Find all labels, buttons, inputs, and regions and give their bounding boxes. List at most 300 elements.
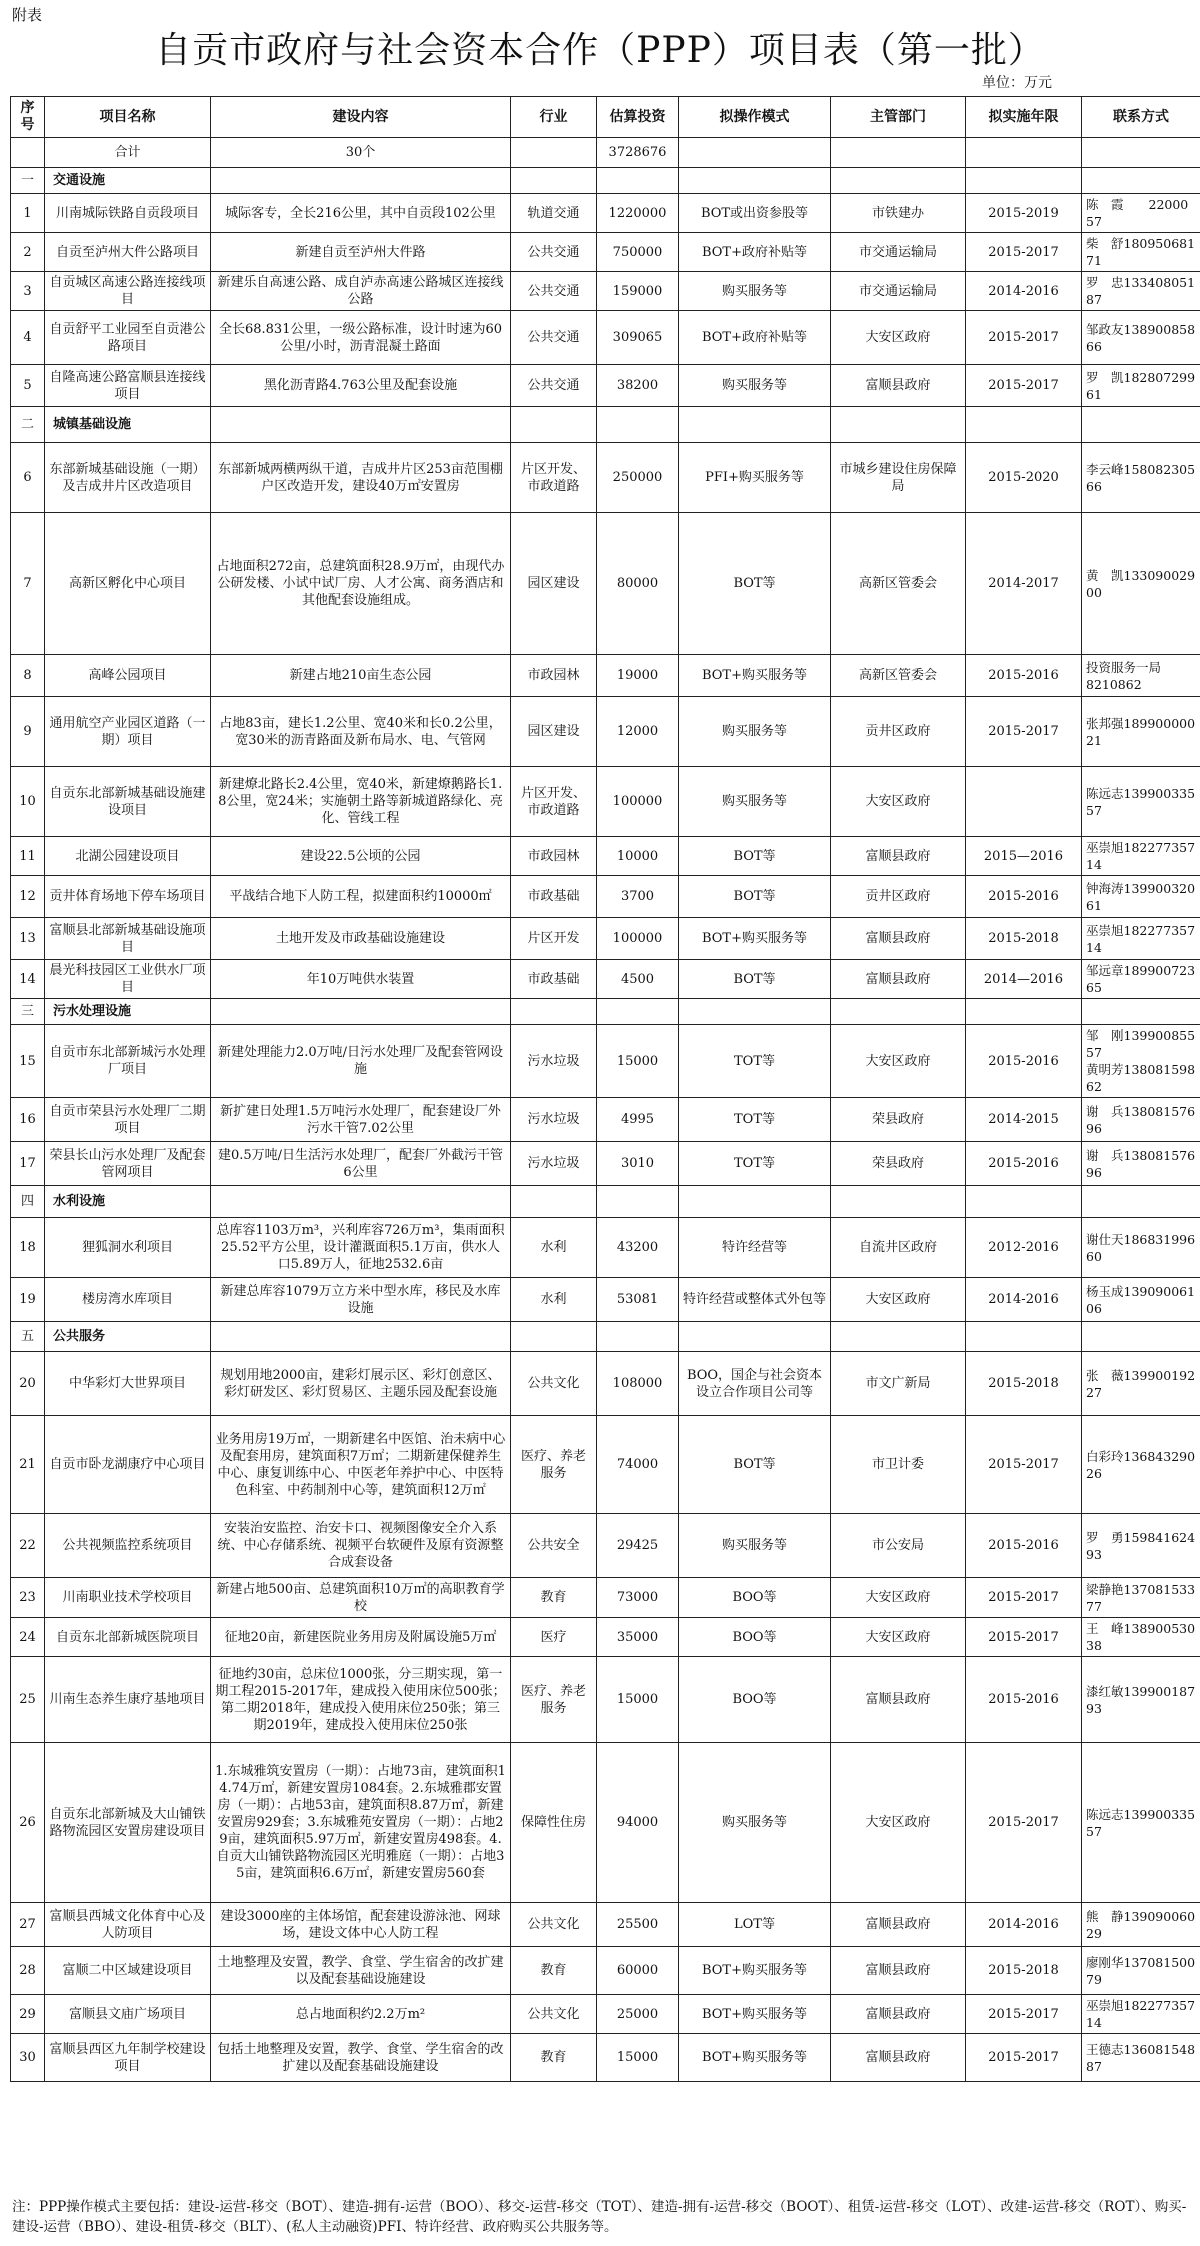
cell-investment: 108000 [597, 1352, 679, 1416]
cell-dept: 荣县政府 [831, 1142, 966, 1186]
cell-no: 8 [11, 655, 45, 697]
empty-cell [831, 1186, 966, 1218]
col-header-contact: 联系方式 [1082, 97, 1200, 138]
empty-cell [966, 999, 1082, 1025]
cell-period: 2012-2016 [966, 1218, 1082, 1278]
cell-contact: 王 峰13890053038 [1082, 1618, 1200, 1657]
cell-mode: TOT等 [679, 1098, 831, 1142]
cell-period: 2015-2017 [966, 1995, 1082, 2034]
cell-industry: 市政基础 [511, 876, 597, 918]
cell-no: 14 [11, 960, 45, 999]
cell-investment: 73000 [597, 1578, 679, 1618]
cell-mode: LOT等 [679, 1903, 831, 1947]
cell-industry: 公共文化 [511, 1995, 597, 2034]
cell-dept: 贡井区政府 [831, 876, 966, 918]
cell-content: 安装治安监控、治安卡口、视频图像安全介入系统、中心存储系统、视频平台软硬件及原有资源整合成套设备 [211, 1514, 511, 1578]
cell-project-name: 自贡城区高速公路连接线项目 [45, 272, 211, 311]
cell-no: 20 [11, 1352, 45, 1416]
cell-industry: 市政基础 [511, 960, 597, 999]
cell-no: 21 [11, 1416, 45, 1514]
empty-cell [831, 999, 966, 1025]
cell-dept: 富顺县政府 [831, 837, 966, 876]
cell-project-name: 中华彩灯大世界项目 [45, 1352, 211, 1416]
empty-cell [1082, 1322, 1200, 1352]
col-header-mode: 拟操作模式 [679, 97, 831, 138]
empty-cell [211, 1186, 511, 1218]
col-header-name: 项目名称 [45, 97, 211, 138]
cell-dept: 自流井区政府 [831, 1218, 966, 1278]
cell-mode: 购买服务等 [679, 365, 831, 407]
cell-content: 新建占地500亩、总建筑面积10万㎡的高职教育学校 [211, 1578, 511, 1618]
cell-content: 全长68.831公里，一级公路标准，设计时速为60公里/小时，沥青混凝土路面 [211, 311, 511, 365]
table-row [11, 365, 1200, 407]
cell-no: 16 [11, 1098, 45, 1142]
cell-contact: 梁静艳13708153377 [1082, 1578, 1200, 1618]
cell-mode: TOT等 [679, 1025, 831, 1098]
footnote: 注：PPP操作模式主要包括：建设-运营-移交（BOT）、建造-拥有-运营（BOO）、移交-运营-移交（TOT）、建造-拥有-运营-移交（BOOT）、租赁-运营-移交（LOT）、改建-运营-移交（ROT）、购买-建设-运营（BBO）、建设-租赁-移交（BLT）、(私人主动融资)PFI、特许经营、政府购买公共服务等。 [12, 2199, 1187, 2235]
table-row [11, 2034, 1200, 2082]
cell-mode: TOT等 [679, 1142, 831, 1186]
table-row [11, 1218, 1200, 1278]
cell-industry: 医疗、养老服务 [511, 1657, 597, 1743]
table-row [11, 960, 1200, 999]
cell-period: 2014-2016 [966, 272, 1082, 311]
section-no: 五 [11, 1322, 45, 1352]
cell-dept: 大安区政府 [831, 1618, 966, 1657]
cell-content: 建设22.5公顷的公园 [211, 837, 511, 876]
cell-contact: 罗 忠13340805187 [1082, 272, 1200, 311]
total-dept [831, 138, 966, 168]
cell-project-name: 富顺县北部新城基础设施项目 [45, 918, 211, 960]
cell-period: 2015-2017 [966, 233, 1082, 272]
cell-dept: 市交通运输局 [831, 272, 966, 311]
cell-industry: 水利 [511, 1278, 597, 1322]
cell-mode: BOO等 [679, 1657, 831, 1743]
cell-content: 新建占地210亩生态公园 [211, 655, 511, 697]
cell-industry: 污水垃圾 [511, 1142, 597, 1186]
cell-investment: 53081 [597, 1278, 679, 1322]
cell-investment: 74000 [597, 1416, 679, 1514]
cell-project-name: 狸狐洞水利项目 [45, 1218, 211, 1278]
cell-contact: 王德志13608154887 [1082, 2034, 1200, 2082]
cell-industry: 公共交通 [511, 272, 597, 311]
cell-no: 22 [11, 1514, 45, 1578]
cell-project-name: 自贡市东北部新城污水处理厂项目 [45, 1025, 211, 1098]
cell-period: 2015-2018 [966, 1352, 1082, 1416]
cell-mode: 购买服务等 [679, 1514, 831, 1578]
cell-dept: 荣县政府 [831, 1098, 966, 1142]
empty-cell [211, 168, 511, 194]
section-row [11, 1322, 1200, 1352]
cell-contact: 漆红敏13990018793 [1082, 1657, 1200, 1743]
cell-dept: 市铁建办 [831, 194, 966, 233]
cell-contact: 白彩玲13684329026 [1082, 1416, 1200, 1514]
cell-no: 18 [11, 1218, 45, 1278]
cell-industry: 公共交通 [511, 311, 597, 365]
table-row [11, 655, 1200, 697]
section-no: 四 [11, 1186, 45, 1218]
cell-mode: BOT+购买服务等 [679, 655, 831, 697]
cell-investment: 25500 [597, 1903, 679, 1947]
cell-investment: 15000 [597, 2034, 679, 2082]
cell-content: 建0.5万吨/日生活污水处理厂，配套厂外截污干管6公里 [211, 1142, 511, 1186]
cell-investment: 4500 [597, 960, 679, 999]
empty-cell [679, 999, 831, 1025]
cell-period: 2015-2017 [966, 311, 1082, 365]
cell-mode: BOT+购买服务等 [679, 918, 831, 960]
cell-no: 17 [11, 1142, 45, 1186]
cell-content: 新扩建日处理1.5万吨污水处理厂，配套建设厂外污水干管7.02公里 [211, 1098, 511, 1142]
cell-contact: 柴 舒18095068171 [1082, 233, 1200, 272]
cell-industry: 公共安全 [511, 1514, 597, 1578]
table-row [11, 1995, 1200, 2034]
cell-project-name: 富顺县文庙广场项目 [45, 1995, 211, 2034]
table-row [11, 1142, 1200, 1186]
section-name: 污水处理设施 [45, 999, 211, 1025]
empty-cell [211, 1322, 511, 1352]
cell-content: 占地面积272亩，总建筑面积28.9万㎡，由现代办公研发楼、小试中试厂房、人才公寓、商务酒店和其他配套设施组成。 [211, 513, 511, 655]
cell-content: 黑化沥青路4.763公里及配套设施 [211, 365, 511, 407]
section-name: 水利设施 [45, 1186, 211, 1218]
total-row [11, 138, 1200, 168]
table-row [11, 697, 1200, 767]
cell-investment: 35000 [597, 1618, 679, 1657]
section-name: 公共服务 [45, 1322, 211, 1352]
cell-investment: 12000 [597, 697, 679, 767]
cell-contact: 张邦强18990000021 [1082, 697, 1200, 767]
cell-investment: 15000 [597, 1657, 679, 1743]
cell-contact: 邹政友13890085866 [1082, 311, 1200, 365]
cell-period: 2015-2017 [966, 1578, 1082, 1618]
cell-dept: 富顺县政府 [831, 1995, 966, 2034]
table-row [11, 876, 1200, 918]
total-no [11, 138, 45, 168]
cell-period: 2014—2016 [966, 960, 1082, 999]
cell-period: 2015-2019 [966, 194, 1082, 233]
cell-project-name: 楼房湾水库项目 [45, 1278, 211, 1322]
empty-cell [966, 168, 1082, 194]
cell-dept: 富顺县政府 [831, 1657, 966, 1743]
cell-content: 土地开发及市政基础设施建设 [211, 918, 511, 960]
cell-period: 2015-2017 [966, 365, 1082, 407]
cell-project-name: 自贡东北部新城及大山铺铁路物流园区安置房建设项目 [45, 1743, 211, 1903]
cell-project-name: 自贡东北部新城医院项目 [45, 1618, 211, 1657]
table-row [11, 1352, 1200, 1416]
cell-contact: 谢 兵13808157696 [1082, 1142, 1200, 1186]
cell-contact: 巫崇旭18227735714 [1082, 837, 1200, 876]
col-header-period: 拟实施年限 [966, 97, 1082, 138]
cell-period: 2015-2016 [966, 1025, 1082, 1098]
cell-period: 2015-2018 [966, 1947, 1082, 1995]
cell-dept: 富顺县政府 [831, 2034, 966, 2082]
cell-period: 2015-2018 [966, 918, 1082, 960]
cell-dept: 市卫计委 [831, 1416, 966, 1514]
cell-period: 2015-2017 [966, 2034, 1082, 2082]
cell-dept: 大安区政府 [831, 311, 966, 365]
cell-no: 30 [11, 2034, 45, 2082]
cell-no: 26 [11, 1743, 45, 1903]
cell-no: 3 [11, 272, 45, 311]
cell-project-name: 川南职业技术学校项目 [45, 1578, 211, 1618]
cell-industry: 保障性住房 [511, 1743, 597, 1903]
empty-cell [511, 1322, 597, 1352]
cell-industry: 医疗 [511, 1618, 597, 1657]
cell-contact: 谢仕天18683199660 [1082, 1218, 1200, 1278]
cell-period: 2015-2017 [966, 1416, 1082, 1514]
table-row [11, 1514, 1200, 1578]
cell-project-name: 富顺县西区九年制学校建设项目 [45, 2034, 211, 2082]
page-title: 自贡市政府与社会资本合作（PPP）项目表（第一批） [155, 30, 1045, 71]
empty-cell [966, 1186, 1082, 1218]
cell-mode: BOT等 [679, 1416, 831, 1514]
cell-project-name: 通用航空产业园区道路（一期）项目 [45, 697, 211, 767]
cell-industry: 公共文化 [511, 1352, 597, 1416]
cell-project-name: 贡井体育场地下停车场项目 [45, 876, 211, 918]
cell-industry: 水利 [511, 1218, 597, 1278]
cell-project-name: 自贡市荣县污水处理厂二期项目 [45, 1098, 211, 1142]
empty-cell [679, 168, 831, 194]
cell-dept: 高新区管委会 [831, 513, 966, 655]
cell-mode: BOT或出资参股等 [679, 194, 831, 233]
cell-mode: 特许经营或整体式外包等 [679, 1278, 831, 1322]
cell-project-name: 富顺县西城文化体育中心及人防项目 [45, 1903, 211, 1947]
empty-cell [1082, 1186, 1200, 1218]
total-contact [1082, 138, 1200, 168]
cell-contact: 罗 凯18280729961 [1082, 365, 1200, 407]
empty-cell [966, 407, 1082, 443]
cell-period: 2015-2017 [966, 1618, 1082, 1657]
table-row [11, 1578, 1200, 1618]
section-name: 交通设施 [45, 168, 211, 194]
cell-investment: 159000 [597, 272, 679, 311]
cell-industry: 教育 [511, 1947, 597, 1995]
cell-no: 27 [11, 1903, 45, 1947]
cell-period: 2015-2017 [966, 1743, 1082, 1903]
cell-contact: 巫崇旭18227735714 [1082, 918, 1200, 960]
cell-no: 9 [11, 697, 45, 767]
cell-content: 总占地面积约2.2万m² [211, 1995, 511, 2034]
cell-dept: 大安区政府 [831, 1578, 966, 1618]
cell-project-name: 自隆高速公路富顺县连接线项目 [45, 365, 211, 407]
cell-investment: 3010 [597, 1142, 679, 1186]
empty-cell [966, 1322, 1082, 1352]
cell-mode: BOT+政府补贴等 [679, 311, 831, 365]
cell-industry: 污水垃圾 [511, 1098, 597, 1142]
cell-dept: 富顺县政府 [831, 918, 966, 960]
cell-industry: 公共交通 [511, 233, 597, 272]
cell-content: 总库容1103万m³，兴利库容726万m³，集雨面积25.52平方公里，设计灌溉面积5.1万亩，供水人口5.89万人，征地2532.6亩 [211, 1218, 511, 1278]
total-mode [679, 138, 831, 168]
cell-no: 1 [11, 194, 45, 233]
cell-no: 19 [11, 1278, 45, 1322]
cell-period: 2015—2016 [966, 837, 1082, 876]
cell-contact: 廖刚华13708150079 [1082, 1947, 1200, 1995]
table-row [11, 272, 1200, 311]
col-header-investment: 估算投资 [597, 97, 679, 138]
cell-industry: 片区开发、市政道路 [511, 443, 597, 513]
cell-no: 12 [11, 876, 45, 918]
col-header-no: 序号 [11, 97, 45, 138]
cell-no: 7 [11, 513, 45, 655]
cell-mode: BOT等 [679, 513, 831, 655]
table-row [11, 1098, 1200, 1142]
cell-industry: 片区开发 [511, 918, 597, 960]
empty-cell [511, 168, 597, 194]
cell-project-name: 川南生态养生康疗基地项目 [45, 1657, 211, 1743]
table-row [11, 767, 1200, 837]
empty-cell [511, 1186, 597, 1218]
cell-investment: 250000 [597, 443, 679, 513]
table-row [11, 1903, 1200, 1947]
cell-content: 业务用房19万㎡，一期新建名中医馆、治未病中心及配套用房，建筑面积7万㎡；二期新建保健养生中心、康复训练中心、中医老年养护中心、中医特色科室、中药制剂中心等，建筑面积12万㎡ [211, 1416, 511, 1514]
cell-industry: 园区建设 [511, 513, 597, 655]
cell-dept: 贡井区政府 [831, 697, 966, 767]
section-no: 三 [11, 999, 45, 1025]
cell-mode: BOO等 [679, 1578, 831, 1618]
cell-contact: 杨玉成13909006106 [1082, 1278, 1200, 1322]
cell-dept: 市交通运输局 [831, 233, 966, 272]
cell-investment: 29425 [597, 1514, 679, 1578]
section-no: 二 [11, 407, 45, 443]
table-header-row [11, 97, 1200, 138]
section-row [11, 1186, 1200, 1218]
cell-contact: 陈 霞 2200057 [1082, 194, 1200, 233]
cell-investment: 309065 [597, 311, 679, 365]
cell-contact: 张 薇13990019227 [1082, 1352, 1200, 1416]
cell-content: 征地20亩，新建医院业务用房及附属设施5万㎡ [211, 1618, 511, 1657]
cell-dept: 大安区政府 [831, 1025, 966, 1098]
cell-industry: 教育 [511, 1578, 597, 1618]
cell-project-name: 高峰公园项目 [45, 655, 211, 697]
cell-no: 11 [11, 837, 45, 876]
cell-mode: PFI+购买服务等 [679, 443, 831, 513]
cell-industry: 片区开发、市政道路 [511, 767, 597, 837]
empty-cell [597, 999, 679, 1025]
cell-project-name: 自贡市卧龙湖康疗中心项目 [45, 1416, 211, 1514]
empty-cell [1082, 407, 1200, 443]
cell-content: 占地83亩，建长1.2公里、宽40米和长0.2公里，宽30米的沥青路面及新布局水、电、气管网 [211, 697, 511, 767]
empty-cell [679, 1186, 831, 1218]
unit-label: 单位：万元 [982, 75, 1052, 91]
cell-investment: 80000 [597, 513, 679, 655]
cell-contact: 黄 凯13309002900 [1082, 513, 1200, 655]
table-row [11, 1025, 1200, 1098]
empty-cell [831, 1322, 966, 1352]
table-row [11, 837, 1200, 876]
empty-cell [597, 407, 679, 443]
cell-investment: 10000 [597, 837, 679, 876]
empty-cell [511, 999, 597, 1025]
table-row [11, 1743, 1200, 1903]
cell-contact: 巫崇旭18227735714 [1082, 1995, 1200, 2034]
cell-period [966, 767, 1082, 837]
cell-period: 2014-2016 [966, 1278, 1082, 1322]
cell-no: 13 [11, 918, 45, 960]
cell-industry: 教育 [511, 2034, 597, 2082]
cell-dept: 高新区管委会 [831, 655, 966, 697]
cell-dept: 富顺县政府 [831, 365, 966, 407]
cell-content: 新建燎北路长2.4公里，宽40米，新建燎鹅路长1.8公里，宽24米；实施朝土路等新城道路绿化、亮化、管线工程 [211, 767, 511, 837]
cell-period: 2015-2016 [966, 876, 1082, 918]
section-no: 一 [11, 168, 45, 194]
col-header-content: 建设内容 [211, 97, 511, 138]
empty-cell [679, 407, 831, 443]
cell-no: 5 [11, 365, 45, 407]
cell-period: 2015-2016 [966, 1142, 1082, 1186]
col-header-industry: 行业 [511, 97, 597, 138]
cell-period: 2015-2017 [966, 697, 1082, 767]
cell-project-name: 自贡舒平工业园至自贡港公路项目 [45, 311, 211, 365]
cell-dept: 市公安局 [831, 1514, 966, 1578]
cell-dept: 市文广新局 [831, 1352, 966, 1416]
cell-mode: BOT等 [679, 960, 831, 999]
cell-period: 2015-2020 [966, 443, 1082, 513]
cell-no: 4 [11, 311, 45, 365]
cell-mode: 购买服务等 [679, 767, 831, 837]
cell-dept: 大安区政府 [831, 1743, 966, 1903]
total-investment: 3728676 [597, 138, 679, 168]
cell-investment: 94000 [597, 1743, 679, 1903]
attachment-label: 附表 [12, 6, 43, 24]
cell-industry: 污水垃圾 [511, 1025, 597, 1098]
cell-investment: 38200 [597, 365, 679, 407]
cell-mode: BOO，国企与社会资本设立合作项目公司等 [679, 1352, 831, 1416]
cell-contact: 罗 勇15984162493 [1082, 1514, 1200, 1578]
empty-cell [1082, 168, 1200, 194]
empty-cell [1082, 999, 1200, 1025]
cell-investment: 4995 [597, 1098, 679, 1142]
table-row [11, 194, 1200, 233]
cell-mode: BOT+购买服务等 [679, 1995, 831, 2034]
cell-investment: 25000 [597, 1995, 679, 2034]
cell-content: 新建处理能力2.0万吨/日污水处理厂及配套管网设施 [211, 1025, 511, 1098]
cell-period: 2014-2015 [966, 1098, 1082, 1142]
cell-investment: 1220000 [597, 194, 679, 233]
cell-dept: 大安区政府 [831, 1278, 966, 1322]
cell-content: 城际客专，全长216公里，其中自贡段102公里 [211, 194, 511, 233]
table-row [11, 1947, 1200, 1995]
section-row [11, 407, 1200, 443]
cell-mode: 特许经营等 [679, 1218, 831, 1278]
cell-content: 新建自贡至泸州大件路 [211, 233, 511, 272]
cell-dept: 市城乡建设住房保障局 [831, 443, 966, 513]
table-row [11, 1416, 1200, 1514]
table-row [11, 443, 1200, 513]
cell-industry: 公共交通 [511, 365, 597, 407]
cell-industry: 园区建设 [511, 697, 597, 767]
cell-project-name: 自贡至泸州大件公路项目 [45, 233, 211, 272]
cell-investment: 100000 [597, 767, 679, 837]
empty-cell [831, 407, 966, 443]
col-header-dept: 主管部门 [831, 97, 966, 138]
cell-industry: 公共文化 [511, 1903, 597, 1947]
cell-content: 包括土地整理及安置，教学、食堂、学生宿舍的改扩建以及配套基础设施建设 [211, 2034, 511, 2082]
cell-industry: 医疗、养老服务 [511, 1416, 597, 1514]
cell-dept: 富顺县政府 [831, 1903, 966, 1947]
empty-cell [831, 168, 966, 194]
empty-cell [597, 1322, 679, 1352]
empty-cell [679, 1322, 831, 1352]
cell-content: 规划用地2000亩，建彩灯展示区、彩灯创意区、彩灯研发区、彩灯贸易区、主题乐园及配套设施 [211, 1352, 511, 1416]
cell-content: 1.东城雅筑安置房（一期）：占地73亩，建筑面积14.74万㎡，新建安置房1084套。2.东城雅郡安置房（一期）：占地53亩，建筑面积8.87万㎡，新建安置房929套；3.东城雅苑安置房（一期）：占地29亩，建筑面积5.97万㎡，新建安置房498套。4.自贡大山铺铁路物流园区光明雅庭（一期）：占地35亩，建筑面积6.6万㎡，新建安置房560套 [211, 1743, 511, 1903]
cell-mode: BOT等 [679, 876, 831, 918]
cell-content: 土地整理及安置，教学、食堂、学生宿舍的改扩建以及配套基础设施建设 [211, 1947, 511, 1995]
cell-dept: 富顺县政府 [831, 1947, 966, 1995]
cell-no: 28 [11, 1947, 45, 1995]
cell-mode: 购买服务等 [679, 697, 831, 767]
cell-content: 建设3000座的主体场馆，配套建设游泳池、网球场，建设文体中心人防工程 [211, 1903, 511, 1947]
cell-content: 年10万吨供水装置 [211, 960, 511, 999]
